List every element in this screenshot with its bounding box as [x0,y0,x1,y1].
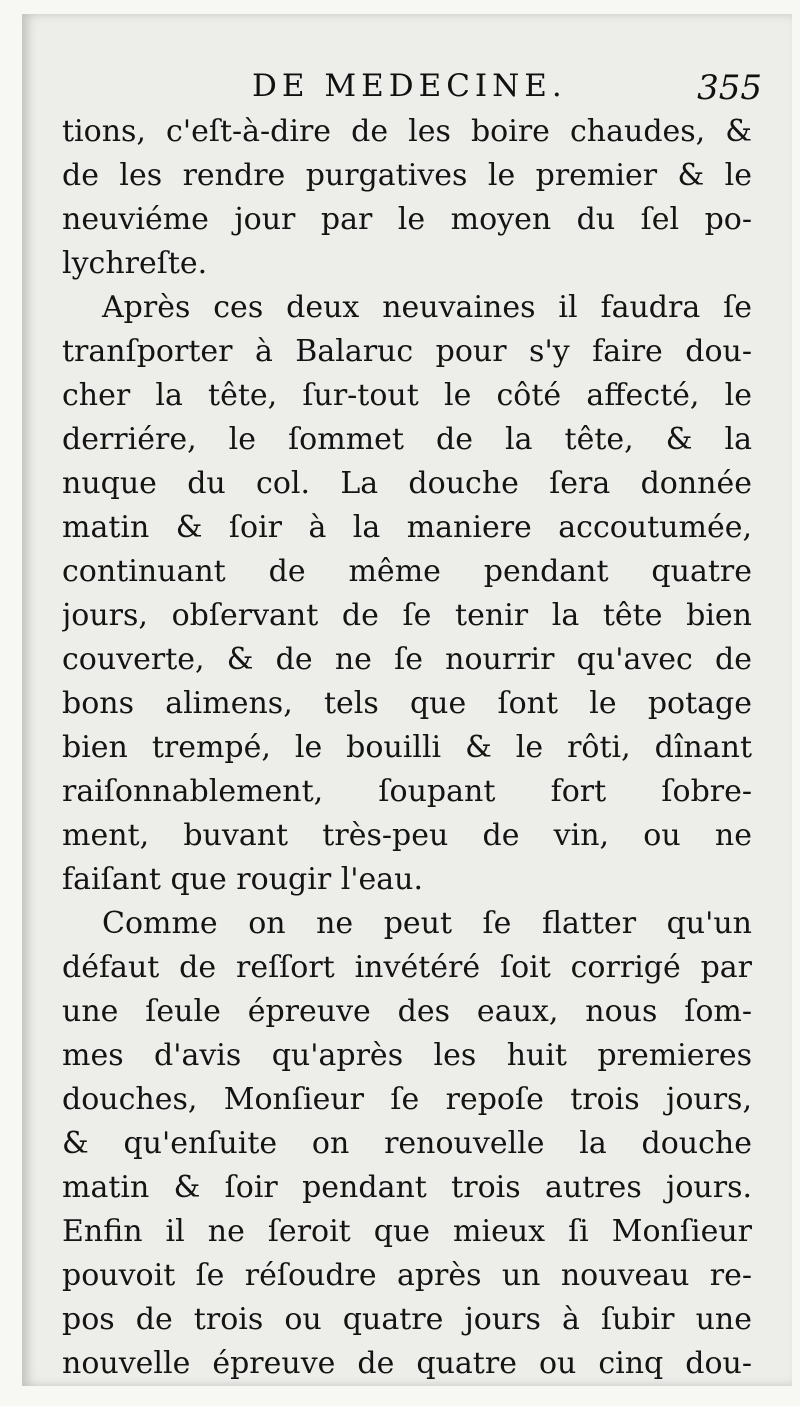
text-line: matin & ſoir à la maniere accoutumée, [62,510,752,545]
text-line: continuant de même pendant quatre [62,554,752,589]
text-line: faiſant que rougir l'eau. [62,862,424,897]
text-line: pos de trois ou quatre jours à ſubir une [62,1302,752,1337]
text-line: nouvelle épreuve de quatre ou cinq dou- [62,1346,752,1381]
text-line: ment, buvant très-peu de vin, ou ne [62,818,752,853]
text-line: Après ces deux neuvaines il faudra ſe [102,290,752,325]
text-line: tions, c'eſt-à-dire de les boire chaudes, & [62,114,752,149]
page-number: 355 [697,68,762,108]
text-line: couverte, & de ne ſe nourrir qu'avec de [62,642,752,677]
text-line: défaut de reſſort invétéré ſoit corrigé par [62,950,752,985]
text-line: de les rendre purgatives le premier & le [62,158,752,193]
text-line: une ſeule épreuve des eaux, nous ſom- [62,994,752,1029]
text-line: jours, obſervant de ſe tenir la tête bien [62,598,752,633]
text-line: cher la tête, ſur-tout le côté affecté, le [62,378,752,413]
text-line: & qu'enſuite on renouvelle la douche [62,1126,752,1161]
text-line: mes d'avis qu'après les huit premieres [62,1038,752,1073]
text-line: bien trempé, le bouilli & le rôti, dînant [62,730,752,765]
text-line: bons alimens, tels que ſont le potage [62,686,752,721]
book-page [22,14,792,1386]
text-line: Enfin il ne ſeroit que mieux ſi Monſieur [62,1214,752,1249]
text-line: tranſporter à Balaruc pour s'y faire dou- [62,334,752,369]
text-line: Comme on ne peut ſe flatter qu'un [102,906,752,941]
text-line: lychreſte. [62,246,208,281]
text-line: nuque du col. La douche ſera donnée [62,466,752,501]
body-text [62,110,752,1386]
running-head [62,68,762,108]
text-line: neuviéme jour par le moyen du ſel po- [62,202,752,237]
text-line: matin & ſoir pendant trois autres jours. [62,1170,752,1205]
running-head-title: DE MEDECINE. [252,68,567,104]
text-line: raiſonnablement, ſoupant fort ſobre- [62,774,752,809]
text-line: derriére, le ſommet de la tête, & la [62,422,752,457]
text-line: douches, Monſieur ſe repoſe trois jours, [62,1082,752,1117]
text-line: pouvoit ſe réſoudre après un nouveau re- [62,1258,752,1293]
